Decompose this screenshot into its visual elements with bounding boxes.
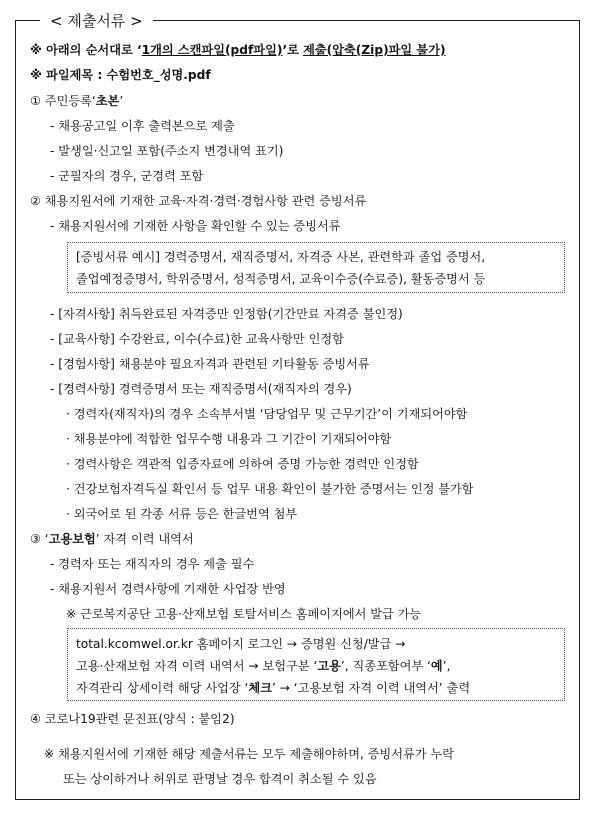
example-line: [증빙서류 예시] 경력증명서, 재직증명서, 자격증 사본, 관련학과 졸업 증명서, bbox=[76, 250, 486, 264]
note-text: ※ 근로복지공단 고용·산재보험 토탈서비스 홈페이지에서 발급 가능 bbox=[66, 607, 422, 621]
list-item: - 경력자 또는 재직자의 경우 제출 필수 bbox=[50, 557, 255, 571]
bullet-item: · 건강보험자격득실 확인서 등 업무 내용 확인이 불가한 증명서는 인정 불가함 bbox=[66, 482, 474, 496]
list-item: - 채용지원서 경력사항에 기재한 사업장 반영 bbox=[50, 582, 286, 596]
list-item: - 채용공고일 이후 출력본으로 제출 bbox=[50, 119, 235, 133]
notice-filename: ※ 파일제목 : 수험번호_성명.pdf bbox=[30, 68, 211, 82]
section-3-heading: ③ ‘고용보험’ 자격 이력 내역서 bbox=[30, 532, 194, 546]
section-1-heading: ① 주민등록‘초본’ bbox=[30, 94, 124, 108]
section-2-heading: ② 채용지원서에 기재한 교육·자격·경력·경험사항 관련 증빙서류 bbox=[30, 194, 367, 208]
list-item: - 발생일·신고일 포함(주소지 변경내역 표기) bbox=[50, 144, 284, 158]
example-box bbox=[67, 242, 565, 293]
instruction-line: 고용·산재보험 자격 이력 내역서 → 보험구분 ‘고용’, 직종포함여부 ‘예’, bbox=[76, 659, 451, 673]
notice-order: ※ 아래의 순서대로 ‘1개의 스캔파일(pdf파일)’로 제출(압축(Zip)파일 불가) bbox=[30, 43, 446, 57]
footer-note: 또는 상이하거나 허위로 판명날 경우 합격이 취소될 수 있음 bbox=[63, 772, 377, 786]
list-item: - [자격사항] 취득완료된 자격증만 인정함(기간만료 자격증 불인정) bbox=[50, 307, 403, 321]
bullet-item: · 외국어로 된 각종 서류 등은 한글번역 첨부 bbox=[66, 507, 298, 521]
instruction-line: total.kcomwel.or.kr 홈페이지 로그인 → 증명원 신청/발급 → bbox=[76, 637, 406, 651]
bullet-item: · 경력사항은 객관적 입증자료에 의하여 증명 가능한 경력만 인정함 bbox=[66, 457, 419, 471]
bullet-item: · 채용분야에 적합한 업무수행 내용과 그 기간이 기재되어야함 bbox=[66, 432, 392, 446]
list-item: - [경력사항] 경력증명서 또는 재직증명서(재직자의 경우) bbox=[50, 382, 352, 396]
section-4-heading: ④ 코로나19관련 문진표(양식 : 붙임2) bbox=[30, 712, 235, 726]
list-item: - 채용지원서에 기재한 사항을 확인할 수 있는 증빙서류 bbox=[50, 219, 341, 233]
list-item: - [경험사항] 채용분야 필요자격과 관련된 기타활동 증빙서류 bbox=[50, 357, 370, 371]
bullet-item: · 경력자(재직자)의 경우 소속부서별 ‘담당업무 및 근무기간’이 기재되어야함 bbox=[66, 407, 468, 421]
footer-note: ※ 채용지원서에 기재한 해당 제출서류는 모두 제출해야하며, 증빙서류가 누락 bbox=[44, 747, 455, 761]
list-item: - 군필자의 경우, 군경력 포함 bbox=[50, 169, 204, 183]
section-title: < 제출서류 > bbox=[40, 10, 153, 31]
instruction-box bbox=[67, 628, 565, 701]
list-item: - [교육사항] 수강완료, 이수(수료)한 교육사항만 인정함 bbox=[50, 332, 344, 346]
example-line: 졸업예정증명서, 학위증명서, 성적증명서, 교육이수증(수료증), 활동증명서 등 bbox=[76, 272, 486, 286]
instruction-line: 자격관리 상세이력 해당 사업장 ‘체크’ → ‘고용보험 자격 이력 내역서’ 출력 bbox=[76, 681, 471, 695]
